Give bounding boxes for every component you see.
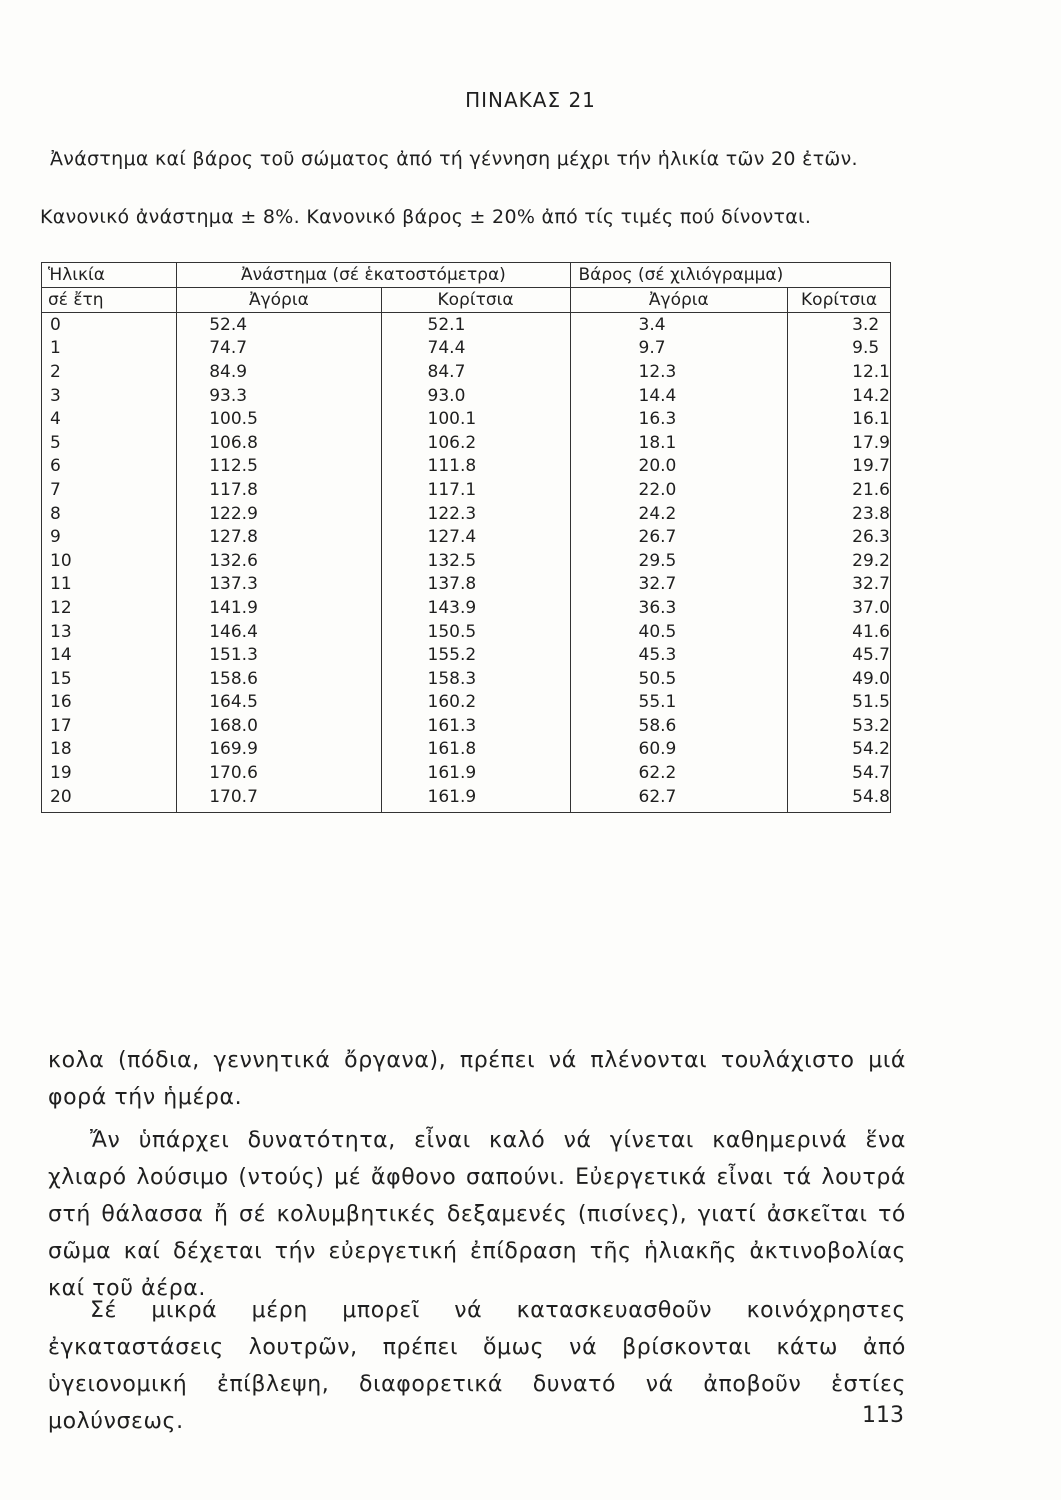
- height-boys-cell: 170.6: [177, 761, 381, 785]
- age-header-line2: σέ ἔτη: [48, 290, 104, 310]
- height-girls-cell: 117.1: [381, 478, 570, 502]
- weight-boys-cell: 55.1: [570, 691, 788, 715]
- table-row: [42, 596, 891, 620]
- height-boys-cell: 100.5: [177, 407, 381, 431]
- table-row: [42, 691, 891, 715]
- weight-boys-cell: 29.5: [570, 549, 788, 573]
- weight-header: [570, 263, 890, 288]
- table-row: [42, 478, 891, 502]
- table-row: [42, 455, 891, 479]
- norms-note: Κανονικό ἀνάστημα ± 8%. Κανονικό βάρος ± 20% ἀπό τίς τιμές πού δίνονται.: [40, 206, 812, 228]
- age-cell: 16: [42, 691, 177, 715]
- weight-boys-cell: 60.9: [570, 738, 788, 762]
- weight-girls-cell: 51.5: [788, 691, 891, 715]
- weight-girls-header: Κορίτσια: [788, 288, 891, 313]
- weight-boys-cell: 62.2: [570, 761, 788, 785]
- age-cell: 11: [42, 573, 177, 597]
- height-boys-cell: 168.0: [177, 714, 381, 738]
- table-row: [42, 384, 891, 408]
- weight-girls-cell: 45.7: [788, 643, 891, 667]
- age-cell: 14: [42, 643, 177, 667]
- height-girls-cell: 74.4: [381, 337, 570, 361]
- weight-girls-cell: 23.8: [788, 502, 891, 526]
- weight-boys-cell: 26.7: [570, 525, 788, 549]
- height-girls-cell: 161.9: [381, 785, 570, 813]
- weight-girls-cell: 9.5: [788, 337, 891, 361]
- height-girls-cell: 160.2: [381, 691, 570, 715]
- height-boys-cell: 84.9: [177, 360, 381, 384]
- height-boys-cell: 132.6: [177, 549, 381, 573]
- height-boys-header: Ἀγόρια: [177, 288, 381, 313]
- weight-girls-cell: 26.3: [788, 525, 891, 549]
- weight-boys-cell: 20.0: [570, 455, 788, 479]
- height-boys-cell: 106.8: [177, 431, 381, 455]
- height-boys-cell: 93.3: [177, 384, 381, 408]
- weight-girls-cell: 54.2: [788, 738, 891, 762]
- table-row: [42, 313, 891, 337]
- table-row: [42, 360, 891, 384]
- age-cell: 4: [42, 407, 177, 431]
- height-boys-cell: 158.6: [177, 667, 381, 691]
- table-row: [42, 667, 891, 691]
- height-girls-cell: 161.3: [381, 714, 570, 738]
- age-cell: 18: [42, 738, 177, 762]
- table-row: [42, 785, 891, 813]
- height-girls-cell: 84.7: [381, 360, 570, 384]
- age-header-line1: Ἡλικία: [48, 265, 105, 285]
- age-cell: 17: [42, 714, 177, 738]
- height-girls-cell: 143.9: [381, 596, 570, 620]
- height-girls-cell: 93.0: [381, 384, 570, 408]
- age-cell: 9: [42, 525, 177, 549]
- weight-girls-cell: 49.0: [788, 667, 891, 691]
- age-cell: 6: [42, 455, 177, 479]
- weight-girls-cell: 54.8: [788, 785, 891, 813]
- weight-girls-cell: 54.7: [788, 761, 891, 785]
- height-girls-cell: 150.5: [381, 620, 570, 644]
- table-row: [42, 431, 891, 455]
- weight-girls-cell: 3.2: [788, 313, 891, 337]
- height-girls-cell: 106.2: [381, 431, 570, 455]
- weight-boys-cell: 24.2: [570, 502, 788, 526]
- weight-boys-cell: 16.3: [570, 407, 788, 431]
- weight-header-label: Βάρος (σέ χιλιόγραμμα): [578, 265, 784, 285]
- weight-boys-cell: 18.1: [570, 431, 788, 455]
- height-boys-cell: 52.4: [177, 313, 381, 337]
- weight-boys-cell: 62.7: [570, 785, 788, 813]
- table-row: [42, 502, 891, 526]
- growth-table: [41, 262, 891, 813]
- height-boys-cell: 112.5: [177, 455, 381, 479]
- height-boys-cell: 117.8: [177, 478, 381, 502]
- weight-boys-cell: 58.6: [570, 714, 788, 738]
- weight-boys-cell: 3.4: [570, 313, 788, 337]
- weight-girls-cell: 19.7: [788, 455, 891, 479]
- height-girls-cell: 161.9: [381, 761, 570, 785]
- height-boys-cell: 169.9: [177, 738, 381, 762]
- age-cell: 3: [42, 384, 177, 408]
- height-boys-cell: 151.3: [177, 643, 381, 667]
- height-header-label: Ἀνάστημα (σέ ἑκατοστόμετρα): [240, 265, 506, 285]
- age-cell: 20: [42, 785, 177, 813]
- weight-boys-header: Ἀγόρια: [570, 288, 788, 313]
- weight-girls-cell: 21.6: [788, 478, 891, 502]
- height-girls-cell: 100.1: [381, 407, 570, 431]
- weight-boys-cell: 12.3: [570, 360, 788, 384]
- weight-boys-cell: 45.3: [570, 643, 788, 667]
- height-boys-cell: 74.7: [177, 337, 381, 361]
- age-cell: 0: [42, 313, 177, 337]
- height-boys-cell: 122.9: [177, 502, 381, 526]
- body-paragraph: Σέ μικρά μέρη μπορεῖ νά κατασκευασθοῦν κοινόχρηστες ἐγκαταστάσεις λουτρῶν, πρέπει ὅμως νά βρίσκονται κάτω ἀπό ὑγειονομική ἐπίβλεψη, διαφορετικά δυνατό νά ἀποβοῦν ἑστίες μολύνσεως.: [48, 1298, 906, 1434]
- height-boys-cell: 164.5: [177, 691, 381, 715]
- table-title: ΠΙΝΑΚΑΣ 21: [465, 88, 596, 112]
- height-boys-cell: 141.9: [177, 596, 381, 620]
- height-boys-cell: 127.8: [177, 525, 381, 549]
- table-row: [42, 549, 891, 573]
- age-cell: 8: [42, 502, 177, 526]
- table-row: [42, 643, 891, 667]
- height-girls-cell: 158.3: [381, 667, 570, 691]
- age-cell: 7: [42, 478, 177, 502]
- weight-girls-cell: 37.0: [788, 596, 891, 620]
- weight-boys-cell: 36.3: [570, 596, 788, 620]
- height-boys-cell: 137.3: [177, 573, 381, 597]
- weight-girls-cell: 29.2: [788, 549, 891, 573]
- age-cell: 19: [42, 761, 177, 785]
- height-boys-cell: 170.7: [177, 785, 381, 813]
- height-girls-cell: 111.8: [381, 455, 570, 479]
- table-row: [42, 761, 891, 785]
- table-row: [42, 573, 891, 597]
- page-number: 113: [862, 1403, 904, 1428]
- table-subtitle: Ἀνάστημα καί βάρος τοῦ σώματος ἀπό τή γέννηση μέχρι τήν ἡλικία τῶν 20 ἐτῶν.: [50, 148, 858, 170]
- table-row: [42, 337, 891, 361]
- height-girls-cell: 155.2: [381, 643, 570, 667]
- table-row: [42, 714, 891, 738]
- weight-boys-cell: 22.0: [570, 478, 788, 502]
- body-paragraph: Ἄν ὑπάρχει δυνατότητα, εἶναι καλό νά γίνεται καθημερινά ἕνα χλιαρό λούσιμο (ντούς) μέ ἄφθονο σαπούνι. Εὐεργετικά εἶναι τά λουτρά στή θάλασσα ἤ σέ κολυμβητικές δεξαμενές (πισίνες), γιατί ἀσκεῖται τό σῶμα καί δέχεται τήν εὐεργετική ἐπίδραση τῆς ἡλιακῆς ἀκτινοβολίας καί τοῦ ἀέρα.: [48, 1128, 906, 1301]
- weight-girls-cell: 17.9: [788, 431, 891, 455]
- weight-girls-cell: 41.6: [788, 620, 891, 644]
- age-cell: 15: [42, 667, 177, 691]
- height-header: [177, 263, 570, 288]
- table-row: [42, 525, 891, 549]
- height-girls-header: Κορίτσια: [381, 288, 570, 313]
- age-cell: 13: [42, 620, 177, 644]
- weight-boys-cell: 32.7: [570, 573, 788, 597]
- weight-girls-cell: 16.1: [788, 407, 891, 431]
- age-cell: 10: [42, 549, 177, 573]
- age-cell: 12: [42, 596, 177, 620]
- table-row: [42, 407, 891, 431]
- height-girls-cell: 132.5: [381, 549, 570, 573]
- weight-girls-cell: 32.7: [788, 573, 891, 597]
- height-girls-cell: 52.1: [381, 313, 570, 337]
- age-header: [42, 263, 177, 288]
- age-cell: 1: [42, 337, 177, 361]
- weight-boys-cell: 14.4: [570, 384, 788, 408]
- height-girls-cell: 122.3: [381, 502, 570, 526]
- table-row: [42, 738, 891, 762]
- weight-girls-cell: 14.2: [788, 384, 891, 408]
- height-girls-cell: 161.8: [381, 738, 570, 762]
- weight-boys-cell: 9.7: [570, 337, 788, 361]
- height-boys-cell: 146.4: [177, 620, 381, 644]
- age-header-sub: [42, 288, 177, 313]
- age-cell: 5: [42, 431, 177, 455]
- table-row: [42, 620, 891, 644]
- age-cell: 2: [42, 360, 177, 384]
- height-girls-cell: 137.8: [381, 573, 570, 597]
- weight-boys-cell: 40.5: [570, 620, 788, 644]
- weight-girls-cell: 12.1: [788, 360, 891, 384]
- weight-girls-cell: 53.2: [788, 714, 891, 738]
- body-paragraph: κολα (πόδια, γεννητικά ὄργανα), πρέπει νά πλένονται τουλάχιστο μιά φορά τήν ἡμέρα.: [48, 1048, 906, 1110]
- weight-boys-cell: 50.5: [570, 667, 788, 691]
- height-girls-cell: 127.4: [381, 525, 570, 549]
